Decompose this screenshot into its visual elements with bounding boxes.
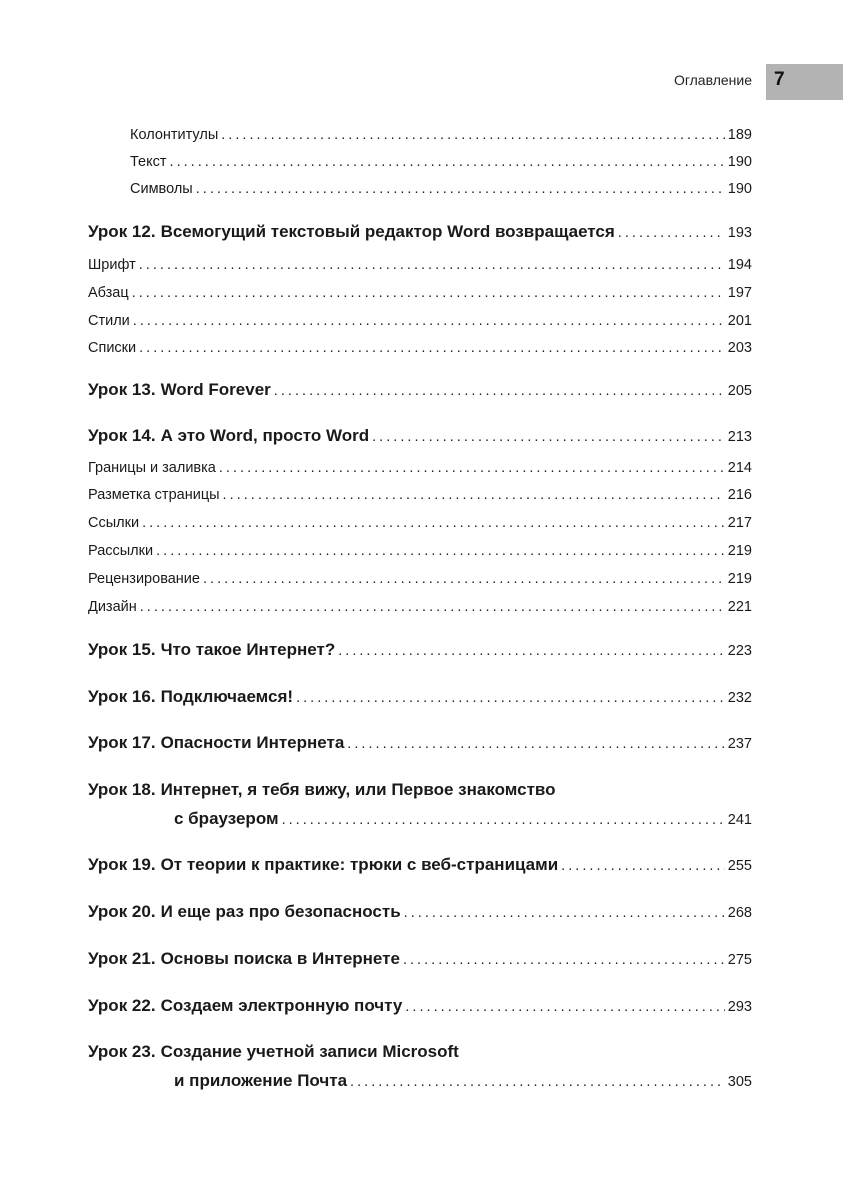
entry-title: Шрифт [88,257,136,273]
dot-leader [405,999,724,1015]
dot-leader [133,313,725,329]
entry-title: Основы поиска в Интернете [160,949,400,968]
entry-title: Символы [130,181,193,197]
toc-entry [88,949,752,969]
page-ref: 197 [727,285,752,301]
page-ref: 213 [727,429,752,445]
entry-title: Word Forever [160,380,271,399]
dot-leader [139,340,725,356]
page-ref: 255 [727,858,752,874]
page-ref: 232 [727,690,752,706]
entry-title: Абзац [88,285,129,301]
dot-leader [221,127,725,143]
page-number: 7 [774,69,785,90]
entry-title: Ссылки [88,515,140,531]
dot-leader [347,736,725,752]
page-ref: 190 [727,154,752,170]
page-ref: 223 [727,643,752,659]
page-ref: 241 [727,812,752,828]
dot-leader [282,812,725,828]
toc-entry [88,640,752,660]
lesson-number: Урок 12. [88,222,156,241]
toc-entry [88,687,752,707]
toc-entry [88,571,752,587]
toc-entry [88,855,752,875]
toc-entry [88,996,752,1016]
toc-entry [130,154,752,170]
page-ref: 201 [727,313,752,329]
entry-title: Создаем электронную почту [160,996,403,1015]
toc-entry-continuation [174,1071,752,1091]
entry-title: Всемогущий текстовый редактор Word возвращается [160,222,615,241]
page-ref: 194 [727,257,752,273]
dot-leader [219,460,725,476]
entry-title: Создание учетной записи Microsoft [160,1042,459,1061]
entry-title: Дизайн [88,599,137,615]
page-ref: 189 [727,127,752,143]
dot-leader [372,429,725,445]
page-ref: 214 [727,460,752,476]
entry-title: Подключаемся! [160,687,294,706]
entry-title: Интернет, я тебя вижу, или Первое знакомство [160,780,556,799]
page-ref: 275 [727,952,752,968]
lesson-number: Урок 20. [88,902,156,921]
lesson-number: Урок 21. [88,949,156,968]
page-ref: 216 [727,487,752,503]
lesson-number: Урок 19. [88,855,156,874]
dot-leader [196,181,725,197]
running-header: Оглавление [673,72,752,88]
lesson-number: Урок 14. [88,426,156,445]
entry-title: Опасности Интернета [160,733,345,752]
toc-entry [88,257,752,273]
entry-title: Колонтитулы [130,127,219,143]
entry-title-continued: и приложение Почта [174,1071,348,1090]
page-ref: 221 [727,599,752,615]
toc-entry [88,780,752,800]
dot-leader [132,285,725,301]
entry-title: Рассылки [88,543,154,559]
page-ref: 219 [727,571,752,587]
entry-title: Что такое Интернет? [160,640,336,659]
toc-entry [130,127,752,143]
dot-leader [338,643,725,659]
lesson-number: Урок 23. [88,1042,156,1061]
entry-title: Разметка страницы [88,487,220,503]
dot-leader [404,905,725,921]
page-ref: 293 [727,999,752,1015]
page-ref: 217 [727,515,752,531]
dot-leader [403,952,725,968]
entry-title: Списки [88,340,137,356]
dot-leader [140,599,725,615]
toc-entry [88,460,752,476]
page-ref: 305 [727,1074,752,1090]
page-ref: 190 [727,181,752,197]
toc-entry [88,285,752,301]
page-number-box [766,64,843,100]
dot-leader [223,487,725,503]
toc-entry [88,222,752,242]
lesson-number: Урок 17. [88,733,156,752]
page-ref: 193 [727,225,752,241]
toc-entry [88,340,752,356]
toc-entry [130,181,752,197]
toc-entry [88,426,752,446]
page-ref: 237 [727,736,752,752]
entry-title: Текст [130,154,167,170]
entry-title: От теории к практике: трюки с веб-страницами [160,855,559,874]
toc-entry [88,313,752,329]
dot-leader [296,690,725,706]
dot-leader [203,571,725,587]
toc-entry [88,515,752,531]
entry-title: Стили [88,313,130,329]
entry-title: Рецензирование [88,571,200,587]
dot-leader [274,383,725,399]
toc-entry [88,487,752,503]
entry-title: И еще раз про безопасность [160,902,401,921]
entry-title-continued: с браузером [174,809,279,828]
toc-entry [88,380,752,400]
lesson-number: Урок 15. [88,640,156,659]
toc-entry [88,599,752,615]
toc-entry [88,733,752,753]
toc-entry-continuation [174,809,752,829]
lesson-number: Урок 18. [88,780,156,799]
lesson-number: Урок 16. [88,687,156,706]
page-ref: 205 [727,383,752,399]
page-ref: 203 [727,340,752,356]
dot-leader [156,543,725,559]
toc-entry [88,902,752,922]
page-ref: 219 [727,543,752,559]
toc-entry [88,543,752,559]
dot-leader [170,154,725,170]
entry-title: Границы и заливка [88,460,216,476]
page-ref: 268 [727,905,752,921]
toc-entry [88,1042,752,1062]
lesson-number: Урок 13. [88,380,156,399]
dot-leader [350,1074,725,1090]
dot-leader [142,515,725,531]
dot-leader [139,257,725,273]
dot-leader [561,858,725,874]
lesson-number: Урок 22. [88,996,156,1015]
entry-title: А это Word, просто Word [160,426,370,445]
dot-leader [618,225,725,241]
